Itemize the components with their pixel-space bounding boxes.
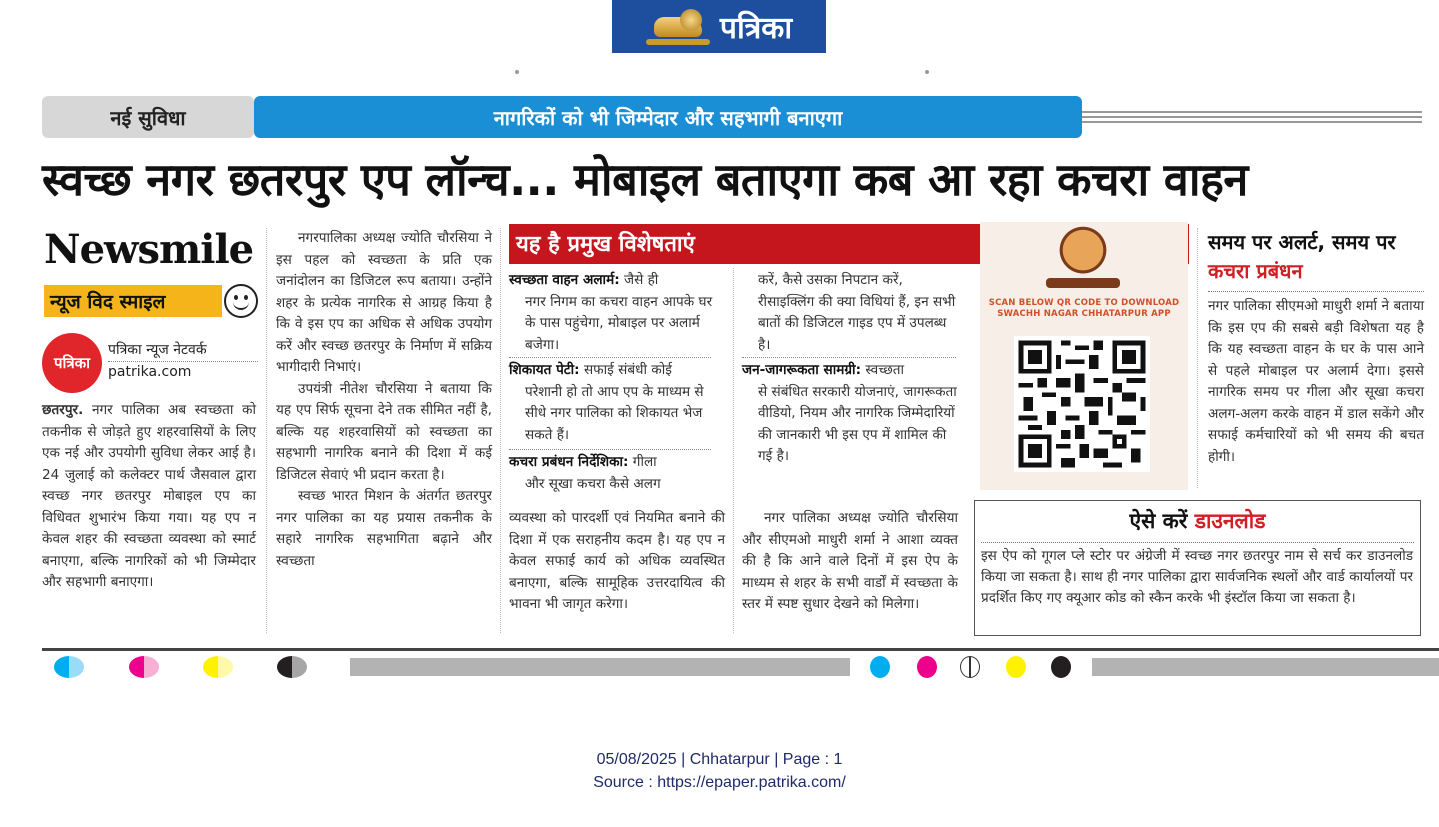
feature-separator — [509, 449, 711, 450]
feature-label: कचरा प्रबंधन निर्देशिका: — [509, 454, 629, 470]
feature-label: स्वच्छता वाहन अलार्म: — [509, 272, 620, 288]
sidebar-rule — [1208, 291, 1424, 292]
column2-para-3: स्वच्छ भारत मिशन के अंतर्गत छतरपुर नगर पालिका का यह प्रयास तकनीक के सहारे नागरिक सहभागिता बढ़ाने और स्वच्छता — [276, 488, 492, 569]
article-column-1 — [42, 400, 256, 594]
feature-text: करें, कैसे उसका निपटान करें, रीसाइक्लिंग की क्या विधियां हैं, इन सभी बातों की डिजिटल गाइड एप में उपलब्ध है। — [758, 272, 956, 353]
newsmile-tagline: न्यूज विद स्माइल — [44, 285, 222, 317]
masthead-brand: पत्रिका — [719, 11, 793, 46]
page-headline: स्वच्छ नगर छतरपुर एप लॉन्च... मोबाइल बताएगा कब आ रहा कचरा वाहन — [42, 153, 1248, 206]
download-box — [974, 500, 1421, 636]
feature-item-alarm — [509, 270, 721, 356]
lion-icon — [646, 7, 710, 47]
kicker-tag: नई सुविधा — [42, 96, 254, 138]
feature-text: नगर निगम का कचरा वाहन आपके घर के पास पहुंचेगा, मोबाइल पर अलार्म बजेगा। — [525, 293, 713, 353]
features-title: यह है प्रमुख विशेषताएं — [516, 232, 695, 257]
column-divider — [733, 268, 734, 633]
article-column-4-tail — [742, 508, 958, 616]
byline-site: patrika.com — [108, 364, 192, 380]
yellow-dot-icon — [1006, 656, 1026, 678]
divider-dot — [515, 70, 519, 74]
sidebar-title — [1208, 228, 1439, 286]
bottom-rule — [42, 648, 1439, 651]
divider-dot — [925, 70, 929, 74]
grey-registration-bar — [350, 658, 850, 676]
column-divider — [1197, 228, 1198, 488]
column-divider — [500, 228, 501, 633]
sidebar-body: नगर पालिका सीएमओ माधुरी शर्मा ने बताया कि इस एप की सबसे बड़ी विशेषता यह है कि यह स्वच्छता वाहन के घर के पास आने से पहले मोबाइल पर अलार्म देगा। इससे नागरिक समय पर गीला और सूखा कचरा अलग-अलग करके वाहन में डाल सकेंगे और सफाई कर्मचारियों को भी समय की बचत होगी। — [1208, 298, 1424, 465]
dateline: छतरपुर. — [42, 402, 84, 418]
magenta-patch-icon — [129, 656, 159, 678]
byline: पत्रिका न्यूज नेटवर्क — [108, 340, 258, 362]
feature-label: शिकायत पेटी: — [509, 362, 580, 378]
patrika-badge: पत्रिका — [42, 333, 102, 393]
feature-text: से संबंधित सरकारी योजनाएं, जागरूकता वीडियो, नियम और नागरिक जिम्मेदारियों की जानकारी भी इस एप में शामिल की गई है। — [758, 383, 957, 464]
registration-target-icon — [960, 656, 980, 678]
sidebar-title-text: समय पर अलर्ट, समय पर — [1208, 230, 1396, 254]
article-column-3-tail: व्यवस्था को पारदर्शी एवं नियमित बनाने की दिशा में एक सराहनीय कदम है। यह एप न केवल सफाई कार्य को अधिक व्यवस्थित बनाएगा, बल्कि सामूहिक उत्तरदायित्व की भावना भी जागृत करेगा। — [509, 510, 725, 612]
kicker-rule — [1082, 111, 1422, 123]
feature-item-guide-cont — [742, 270, 962, 356]
qr-caption-line-2: SWACHH NAGAR CHHATARPUR APP — [997, 309, 1171, 319]
patrika-masthead — [612, 0, 826, 53]
feature-text: परेशानी हो तो आप एप के माध्यम से सीधे नगर पालिका को शिकायत भेज सकते हैं। — [525, 383, 704, 443]
footer-source-link[interactable]: Source : https://epaper.patrika.com/ — [593, 774, 846, 791]
feature-lead: स्वच्छता — [865, 362, 904, 378]
municipal-emblem-icon — [1052, 224, 1114, 282]
feature-text: और सूखा कचरा कैसे अलग — [525, 475, 661, 492]
download-title-accent: डाउनलोड — [1194, 509, 1266, 533]
cyan-patch-icon — [54, 656, 84, 678]
black-dot-icon — [1051, 656, 1071, 678]
black-patch-icon — [277, 656, 307, 678]
sidebar-title-accent: कचरा प्रबंधन — [1208, 259, 1303, 283]
feature-label: जन-जागरूकता सामग्री: — [742, 362, 862, 378]
page-footer — [0, 748, 1439, 794]
emblem-banner — [1046, 278, 1120, 288]
column2-para-1: नगरपालिका अध्यक्ष ज्योति चौरसिया ने इस पहल को स्वच्छता के प्रति एक जनांदोलन का डिजिटल रूप बताया। उन्होंने शहर के प्रत्येक नागरिक से आग्रह किया है कि वे इस एप का अधिक से अधिक उपयोग करें और स्वच्छ छतरपुर के निर्माण में सक्रिय भागीदारी निभाएं। — [276, 230, 492, 375]
feature-item-complaint — [509, 360, 721, 446]
qr-card — [980, 222, 1188, 490]
article-column-2 — [276, 228, 492, 572]
download-title — [975, 507, 1420, 535]
download-rule — [981, 542, 1414, 543]
column4-para: नगर पालिका अध्यक्ष ज्योति चौरसिया और सीएमओ माधुरी शर्मा ने आशा व्यक्त की है कि आने वाले दिनों में इस ऐप के माध्यम से शहर के सभी वार्डों में स्वच्छता के स्तर में स्पष्ट सुधार देखने को मिलेगा। — [742, 510, 958, 612]
feature-item-guide — [509, 452, 721, 495]
feature-separator — [509, 357, 711, 358]
cyan-dot-icon — [870, 656, 890, 678]
qr-caption — [988, 298, 1180, 320]
column2-para-2: उपयंत्री नीतेश चौरसिया ने बताया कि यह एप सिर्फ सूचना देने तक सीमित नहीं है, बल्कि यह शहरवासियों को स्वच्छता का सहभागी नागरिक बनाने की दिशा में कई डिजिटल सेवाएं भी प्रदान करता है। — [276, 380, 492, 483]
qr-caption-line-1: SCAN BELOW QR CODE TO DOWNLOAD — [988, 298, 1180, 308]
feature-item-awareness — [742, 360, 964, 468]
smiley-icon — [224, 284, 258, 318]
feature-lead: सफाई संबंधी कोई — [583, 362, 672, 378]
download-title-text: ऐसे करें — [1129, 509, 1188, 533]
feature-lead: जैसे ही — [623, 272, 659, 288]
grey-registration-bar — [1092, 658, 1439, 676]
qr-code-icon[interactable] — [1014, 336, 1150, 472]
magenta-dot-icon — [917, 656, 937, 678]
kicker-band: नागरिकों को भी जिम्मेदार और सहभागी बनाएगा — [254, 96, 1082, 138]
column-divider — [266, 228, 267, 633]
newsmile-logo: Newsmile — [44, 226, 254, 273]
footer-meta: 05/08/2025 | Chhatarpur | Page : 1 — [596, 751, 843, 768]
column1-body: नगर पालिका अब स्वच्छता को तकनीक से जोड़ते हुए शहरवासियों के लिए एक नई और उपयोगी सुविधा लेकर आई है। 24 जुलाई को कलेक्टर पार्थ जैसवाल द्वारा स्वच्छ नगर छतरपुर मोबाइल एप का विधिवत शुभारंभ किया गया। यह एप न केवल शहर की स्वच्छता व्यवस्था को स्मार्ट बनाएगा, बल्कि नागरिकों को भी जिम्मेदार और सहभागी बनाएगा। — [42, 402, 256, 590]
feature-lead: गीला — [632, 454, 657, 470]
yellow-patch-icon — [203, 656, 233, 678]
feature-separator — [742, 357, 956, 358]
download-body: इस ऐप को गूगल प्ले स्टोर पर अंग्रेजी में स्वच्छ नगर छतरपुर नाम से सर्च कर डाउनलोड किया जा सकता है। साथ ही नगर पालिका द्वारा सार्वजनिक स्थलों और वार्ड कार्यालयों पर प्रदर्शित किए गए क्यूआर कोड को स्कैन करके भी इंस्टॉल किया जा सकता है। — [981, 548, 1413, 606]
